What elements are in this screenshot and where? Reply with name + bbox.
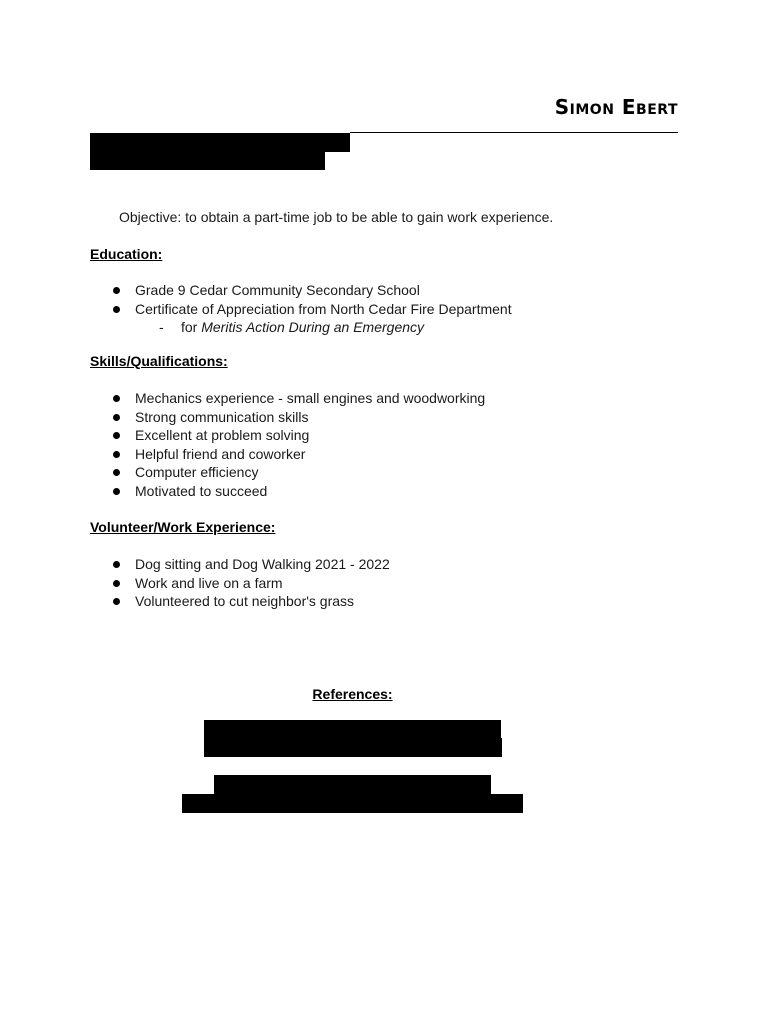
- award-title: Meritis Action During an Emergency: [201, 319, 425, 335]
- list-item-text: Helpful friend and coworker: [135, 445, 306, 462]
- bullet-icon: [113, 395, 120, 402]
- list-item: [110, 555, 390, 574]
- objective-text: Objective: to obtain a part-time job to be able to gain work experience.: [119, 209, 554, 225]
- education-subitem: [159, 318, 424, 336]
- list-item-text: Dog sitting and Dog Walking 2021 - 2022: [135, 556, 390, 572]
- dash-marker: -: [159, 319, 164, 335]
- skills-list: [110, 389, 485, 500]
- bullet-icon: [113, 488, 120, 495]
- redacted-reference-1-line-2: [204, 738, 502, 757]
- list-item: [110, 389, 485, 408]
- list-item-text: Motivated to succeed: [135, 482, 268, 499]
- list-item: [110, 574, 390, 593]
- redacted-reference-1-line-1: [204, 720, 501, 739]
- list-item-text: Mechanics experience - small engines and woodworking: [135, 390, 486, 406]
- references-heading: References:: [312, 686, 393, 702]
- education-heading: Education:: [90, 246, 163, 262]
- skills-heading: Skills/Qualifications:: [90, 353, 228, 369]
- list-item-text: Volunteered to cut neighbor's grass: [135, 593, 355, 609]
- list-item-text: Computer efficiency: [135, 464, 259, 480]
- list-item-text: Work and live on a farm: [135, 574, 283, 591]
- list-item: [110, 445, 485, 464]
- bullet-icon: [113, 414, 120, 421]
- list-item: [110, 281, 512, 300]
- list-item: [110, 426, 485, 445]
- redacted-reference-2-line-2: [182, 794, 523, 813]
- volunteer-heading: Volunteer/Work Experience:: [90, 519, 276, 535]
- list-item: [110, 408, 485, 427]
- bullet-icon: [113, 598, 120, 605]
- resume-name: Simon Ebert: [554, 95, 678, 119]
- volunteer-list: [110, 555, 390, 611]
- list-item: [110, 482, 485, 501]
- header-divider: [350, 132, 678, 133]
- redacted-reference-2-line-1: [214, 775, 491, 794]
- list-item: [110, 592, 390, 611]
- redacted-contact-line-2: [90, 151, 325, 170]
- bullet-icon: [113, 469, 120, 476]
- bullet-icon: [113, 451, 120, 458]
- bullet-icon: [113, 580, 120, 587]
- list-item-text: Excellent at problem solving: [135, 427, 310, 443]
- bullet-icon: [113, 287, 120, 294]
- list-item: [110, 300, 512, 319]
- subitem-prefix: for: [181, 319, 202, 335]
- bullet-icon: [113, 561, 120, 568]
- list-item-text: Strong communication skills: [135, 408, 309, 425]
- bullet-icon: [113, 306, 120, 313]
- redacted-contact-line-1: [90, 133, 350, 152]
- list-item-text: Certificate of Appreciation from North Cedar Fire Department: [135, 300, 512, 317]
- list-item-text: Grade 9 Cedar Community Secondary School: [135, 282, 420, 298]
- list-item: [110, 463, 485, 482]
- bullet-icon: [113, 432, 120, 439]
- education-list: [110, 281, 512, 318]
